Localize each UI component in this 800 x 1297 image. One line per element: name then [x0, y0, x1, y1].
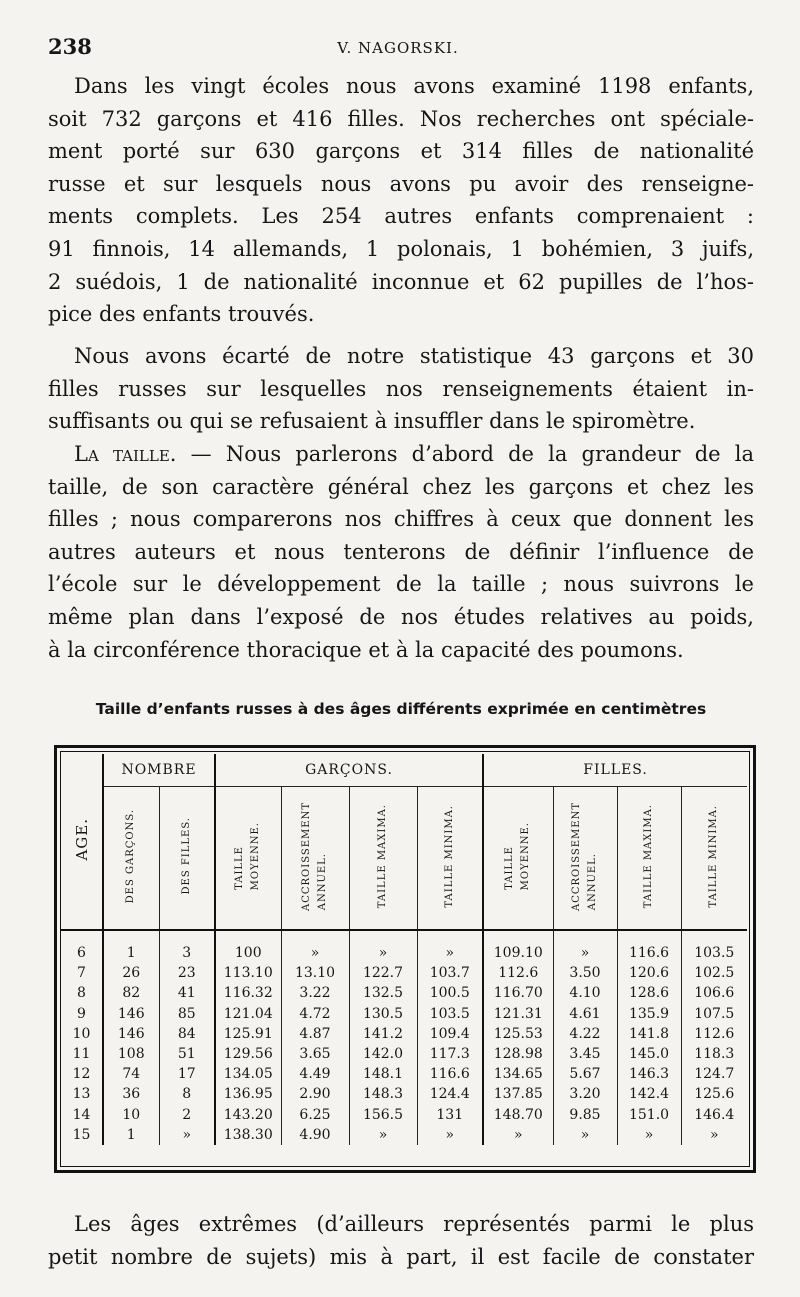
table-cell: 138.30 [215, 1125, 281, 1145]
table-cell: 11 [72, 1046, 91, 1063]
table-cell: 142.0 [349, 1044, 417, 1064]
col-f-accroissement: ACCROISSEMENT ANNUEL. [553, 787, 617, 931]
col-n-garcons: DES GARÇONS. [103, 787, 159, 931]
text-line: pice des enfants trouvés. [48, 302, 315, 327]
table-cell: 128.6 [617, 983, 681, 1003]
col-age: AGE. [61, 754, 103, 930]
table-cell: 122.7 [349, 963, 417, 983]
table-cell: 74 [103, 1064, 159, 1084]
table-cell: 113.10 [215, 963, 281, 983]
paragraph-2 [48, 340, 754, 438]
section-heading: La taille. [74, 442, 177, 466]
table-cell: 112.6 [681, 1024, 747, 1044]
text-line: même plan dans l’exposé de nos études relatives au poids, [48, 604, 754, 629]
col-g-minima: TAILLE MINIMA. [417, 787, 483, 931]
paragraph-1 [48, 70, 754, 331]
table-cell: 82 [103, 983, 159, 1003]
table-cell: 121.04 [215, 1004, 281, 1024]
text-line: soit 732 garçons et 416 filles. Nos recherches ont spéciale- [48, 106, 754, 131]
table-cell: 129.56 [215, 1044, 281, 1064]
table-cell: 4.10 [553, 983, 617, 1003]
table-cell: 12 [72, 1066, 91, 1083]
table-cell: 125.53 [483, 1024, 553, 1044]
table-body [61, 930, 747, 1145]
text-line: Les âges extrêmes (d’ailleurs représentés parmi le plus [74, 1212, 754, 1236]
table-title: Taille d’enfants russes à des âges différents exprimée en centimètres [95, 700, 707, 718]
table-cell: 17 [159, 1064, 215, 1084]
table-cell: 148.70 [483, 1105, 553, 1125]
table-cell: 116.70 [483, 983, 553, 1003]
text-line: taille, de son caractère général chez les garçons et chez les [48, 474, 754, 499]
table-cell: 2 [159, 1105, 215, 1125]
table-cell: 3.45 [553, 1044, 617, 1064]
table-cell: 143.20 [215, 1105, 281, 1125]
table-cell: 116.6 [417, 1064, 483, 1084]
text-line: l’école sur le développement de la taille ; nous suivrons le [48, 572, 754, 597]
table-cell: 112.6 [483, 963, 553, 983]
table-cell: 36 [103, 1084, 159, 1104]
table-cell: 118.3 [681, 1044, 747, 1064]
table-cell: 131 [417, 1105, 483, 1125]
table-cell: 125.91 [215, 1024, 281, 1044]
table-cell: » [159, 1125, 215, 1145]
text-line: 91 finnois, 14 allemands, 1 polonais, 1 bohémien, 3 juifs, [48, 236, 754, 261]
table-cell: 124.7 [681, 1064, 747, 1084]
table-cell: » [349, 930, 417, 963]
table-cell: 121.31 [483, 1004, 553, 1024]
table-cell: 14 [72, 1106, 91, 1123]
text-line: suffisants ou qui se refusaient à insuffler dans le spiromètre. [48, 409, 696, 434]
table-cell: 4.87 [281, 1024, 349, 1044]
table-row [61, 1004, 747, 1024]
table-cell: 5.67 [553, 1064, 617, 1084]
table-row [61, 983, 747, 1003]
table-cell: 134.05 [215, 1064, 281, 1084]
table-cell: 100 [215, 930, 281, 963]
table-cell: 51 [159, 1044, 215, 1064]
table-cell: 13.10 [281, 963, 349, 983]
table-cell: 141.8 [617, 1024, 681, 1044]
table-cell: 109.4 [417, 1024, 483, 1044]
table-cell: 109.10 [483, 930, 553, 963]
table-cell: 141.2 [349, 1024, 417, 1044]
table-cell: 10 [103, 1105, 159, 1125]
table-cell: 4.22 [553, 1024, 617, 1044]
table-cell: » [349, 1125, 417, 1145]
height-table [61, 754, 747, 1145]
table-row [61, 1044, 747, 1064]
table-cell: 3.22 [281, 983, 349, 1003]
table-cell: 146.3 [617, 1064, 681, 1084]
table-cell: 85 [159, 1004, 215, 1024]
table-cell: 146 [103, 1024, 159, 1044]
table-frame [54, 745, 756, 1173]
table-row [61, 1084, 747, 1104]
table-cell: 84 [159, 1024, 215, 1044]
table-cell: » [553, 1125, 617, 1145]
table-cell: 4.49 [281, 1064, 349, 1084]
text-line: à la circonférence thoracique et à la capacité des poumons. [48, 637, 684, 662]
table-cell: 6 [77, 945, 86, 962]
table-cell: 23 [159, 963, 215, 983]
col-f-maxima: TAILLE MAXIMA. [617, 787, 681, 931]
paragraph-4 [48, 1208, 754, 1273]
table-row [61, 1064, 747, 1084]
table-cell: 4.61 [553, 1004, 617, 1024]
table-cell: 100.5 [417, 983, 483, 1003]
table-cell: 1 [103, 1125, 159, 1145]
text-line: filles ; nous comparerons nos chiffres à ceux que donnent les [48, 507, 754, 532]
text-line: Dans les vingt écoles nous avons examiné 1198 enfants, [74, 74, 754, 98]
table-cell: 6.25 [281, 1105, 349, 1125]
table-cell: 124.4 [417, 1084, 483, 1104]
table-cell: 142.4 [617, 1084, 681, 1104]
table-cell: 116.6 [617, 930, 681, 963]
group-nombre: NOMBRE [103, 754, 215, 787]
table-cell: 136.95 [215, 1084, 281, 1104]
table-cell: 4.72 [281, 1004, 349, 1024]
table-cell: 26 [103, 963, 159, 983]
page-header [48, 34, 748, 64]
table-cell: 117.3 [417, 1044, 483, 1064]
table-cell: 156.5 [349, 1105, 417, 1125]
table-cell: 132.5 [349, 983, 417, 1003]
table-cell: 3.20 [553, 1084, 617, 1104]
table-cell: 103.7 [417, 963, 483, 983]
table-cell: 8 [77, 985, 86, 1002]
table-cell: 145.0 [617, 1044, 681, 1064]
paragraph-3 [48, 438, 754, 666]
table-cell: 146.4 [681, 1105, 747, 1125]
table-cell: 120.6 [617, 963, 681, 983]
table-cell: » [617, 1125, 681, 1145]
text-line [48, 438, 754, 471]
table-cell: » [417, 930, 483, 963]
col-f-moyenne: TAILLE MOYENNE. [483, 787, 553, 931]
table-cell: 10 [72, 1025, 91, 1042]
text-fragment: — Nous parlerons d’abord de la grandeur de la [176, 442, 755, 466]
table-cell: » [281, 930, 349, 963]
table-cell: 3.65 [281, 1044, 349, 1064]
table-cell: 146 [103, 1004, 159, 1024]
table-cell: 108 [103, 1044, 159, 1064]
table-cell: 13 [72, 1086, 91, 1103]
table-cell: » [553, 930, 617, 963]
table-cell: 2.90 [281, 1084, 349, 1104]
table-cell: » [681, 1125, 747, 1145]
text-line: russe et sur lesquels nous avons pu avoir des renseigne- [48, 171, 754, 196]
text-line: petit nombre de sujets) mis à part, il est facile de constater [48, 1244, 754, 1269]
text-line: ment porté sur 630 garçons et 314 filles de nationalité [48, 139, 754, 164]
table-row [61, 1125, 747, 1145]
col-f-minima: TAILLE MINIMA. [681, 787, 747, 931]
text-line: 2 suédois, 1 de nationalité inconnue et 62 pupilles de l’hos- [48, 269, 754, 294]
table-cell: 8 [159, 1084, 215, 1104]
table-cell: 125.6 [681, 1084, 747, 1104]
table-cell: 135.9 [617, 1004, 681, 1024]
table-cell: 128.98 [483, 1044, 553, 1064]
table-row [61, 930, 747, 963]
col-g-moyenne: TAILLE MOYENNE. [215, 787, 281, 931]
table-cell: 3.50 [553, 963, 617, 983]
table-cell: » [483, 1125, 553, 1145]
page-number: 238 [48, 34, 92, 59]
table-row [61, 1105, 747, 1125]
table-cell: 15 [72, 1126, 91, 1143]
table-cell: 3 [159, 930, 215, 963]
table-cell: 1 [103, 930, 159, 963]
table-cell: 116.32 [215, 983, 281, 1003]
col-n-filles: DES FILLES. [159, 787, 215, 931]
table-cell: 102.5 [681, 963, 747, 983]
table-cell: 134.65 [483, 1064, 553, 1084]
table-cell: 4.90 [281, 1125, 349, 1145]
text-line: autres auteurs et nous tenterons de définir l’influence de [48, 539, 754, 564]
table-cell: 7 [77, 965, 86, 982]
table-cell: 41 [159, 983, 215, 1003]
group-filles: FILLES. [483, 754, 747, 787]
text-line: filles russes sur lesquelles nos renseignements étaient in- [48, 376, 754, 401]
table-cell: 9.85 [553, 1105, 617, 1125]
table-cell: » [417, 1125, 483, 1145]
col-g-maxima: TAILLE MAXIMA. [349, 787, 417, 931]
col-g-accroissement: ACCROISSEMENT ANNUEL. [281, 787, 349, 931]
group-garcons: GARÇONS. [215, 754, 483, 787]
table-cell: 148.1 [349, 1064, 417, 1084]
text-line: ments complets. Les 254 autres enfants comprenaient : [48, 204, 754, 229]
table-cell: 106.6 [681, 983, 747, 1003]
table-cell: 137.85 [483, 1084, 553, 1104]
text-line: Nous avons écarté de notre statistique 43 garçons et 30 [74, 344, 754, 368]
table-cell: 9 [77, 1005, 86, 1022]
table-cell: 107.5 [681, 1004, 747, 1024]
table-cell: 103.5 [681, 930, 747, 963]
table-cell: 103.5 [417, 1004, 483, 1024]
table-cell: 151.0 [617, 1105, 681, 1125]
table-cell: 148.3 [349, 1084, 417, 1104]
table-cell: 130.5 [349, 1004, 417, 1024]
table-row [61, 1024, 747, 1044]
table-row [61, 963, 747, 983]
running-title: V. NAGORSKI. [337, 39, 459, 57]
